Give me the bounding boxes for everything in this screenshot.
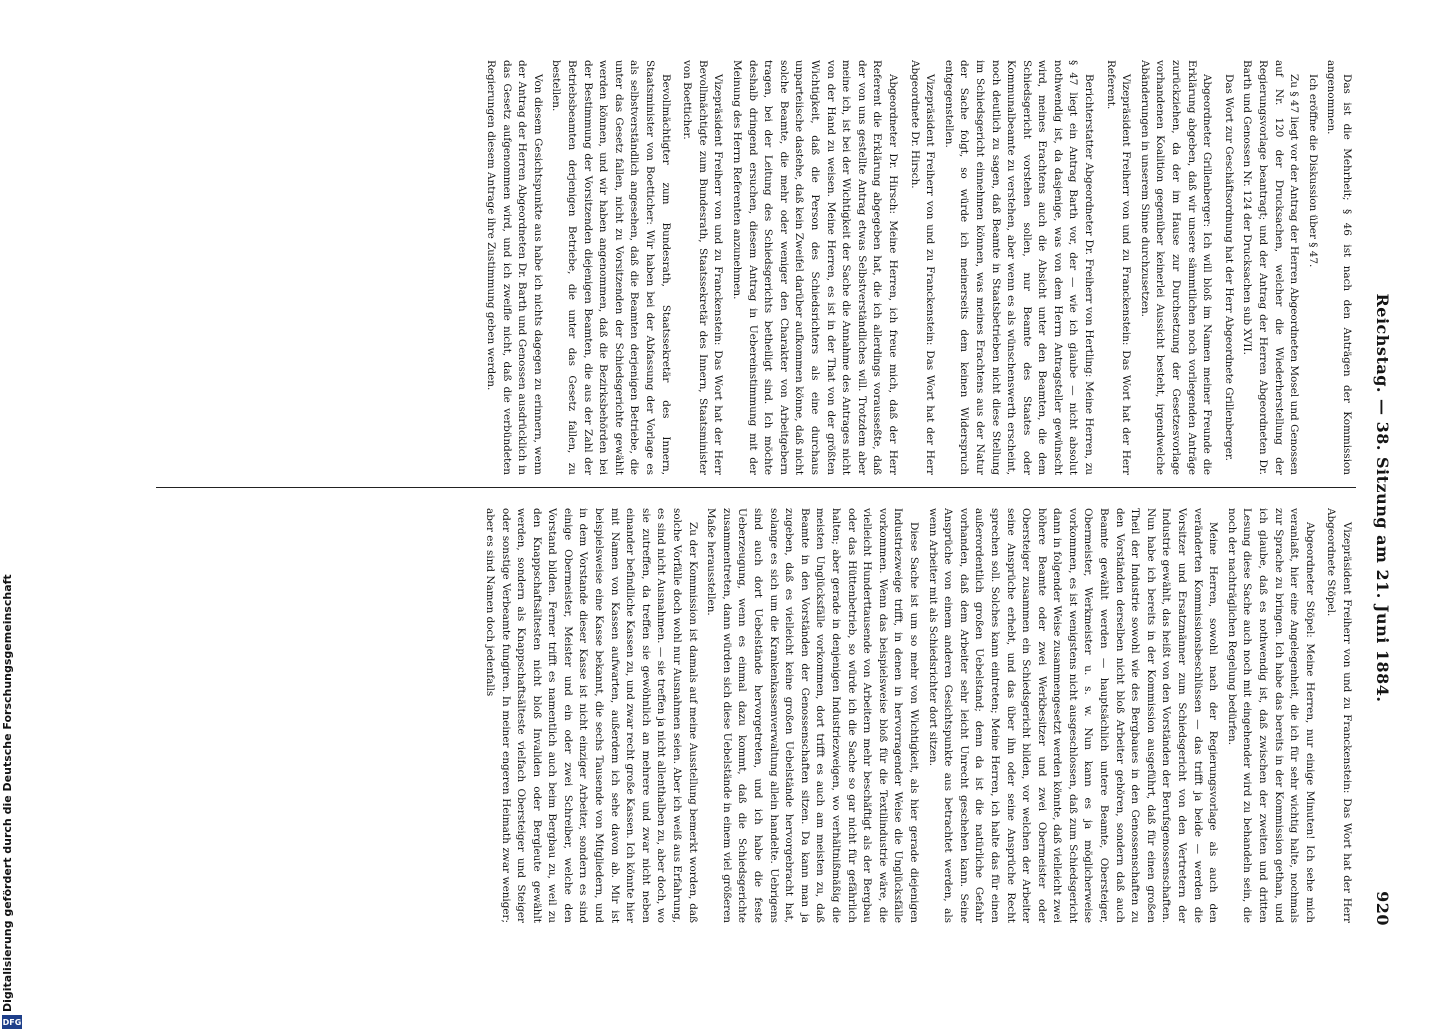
- page-header: [1358, 58, 1392, 938]
- footer-credit: Digitalisierung gefördert durch die Deutsche Forschungsgemeinschaft: [1, 574, 14, 1012]
- right-column: [144, 508, 1354, 923]
- speaker-paragraph: Berichterstatter Abgeordneter Dr. Freiherr von Hertling: Meine Herren, zu § 47 liegt ein Antrag Barth vor, der — wie ich glaube — nicht absolut nothwendig ist, da dasjenige, was von dem Herrn Antragsteller gewünscht wird, meines Erachtens auch die Absicht unter den Beamten, die dem Schiedsgericht vorstehen sollen, nur Beamte des Staates oder Kommunalbeamte zu verstehen, aber wenn es als wünschenswerth erscheint, noch deutlich zu sagen, daß Beamte in Staatsbetrieben nicht diese Stellung im Schiedsgericht einnehmen können, was meines Erachtens aus der Natur der Sache folgt, so würde ich meinerseits dem keinen Widerspruch entgegenstellen.: [942, 60, 1096, 475]
- paragraph: Zu § 47 liegt vor der Antrag der Herren Abgeordneten Mosel und Genossen auf Nr. 120 der Drucksachen, welcher die Wiederherstellung der Regierungsvorlage beantragt; und der Antrag der Herren Abgeordneten Dr. Barth und Genossen Nr. 124 der Drucksachen sub XVII.: [1241, 60, 1301, 475]
- paragraph: Das Wort zur Geschäftsordnung hat der Herr Abgeordnete Grillenberger.: [1222, 74, 1235, 461]
- left-column: [144, 60, 1354, 475]
- speaker-paragraph: Abgeordneter Dr. Hirsch: Meine Herren, ich freue mich, daß der Herr Referent die Erklärung abgegeben hat, die ich allerdings vorausseßte, daß der von uns gestellte Antrag etwas Selbstverständliches will. Trotzdem aber meine ich, ist bei der Wichtigkeit der Sache die Annahme des Antrages nicht von der Hand zu weisen. Meine Herren, es ist in der That von der größten Wichtigkeit, daß die Person des Schiedsrichters als eine durchaus unparteiische dastehe, daß kein Zweifel darüber aufkommen könne, daß nicht solche Beamte, die mehr oder weniger den Charakter von Arbeitgebern tragen, bei der Leitung des Schiedsgerichts betheiligt sind. Ich möchte deshalb dringend ersuchen, diesem Antrag in Uebereinstimmung mit der Meinung des Herrn Referenten anzunehmen.: [731, 60, 899, 475]
- paragraph: Von diesem Gesichtspunkte aus habe ich nichts dagegen zu erinnern, wenn der Antrag der Herren Abgeordneten Dr. Barth und Genossen ausdrücklich in das Gesetz aufgenommen wird, und ich zweifle nicht, daß die verbündeten Regierungen diesem Antrage ihre Zustimmung geben werden.: [485, 60, 544, 475]
- paragraph: Ich eröffne die Diskussion über § 47.: [1306, 74, 1319, 268]
- speaker-paragraph: Bevollmächtigter zum Bundesrath, Staatssekretär des Innern, Staatsminister von Boetticher: Wir haben bei der Abfassung der Vorlage es als selbstverständlich angesehen, daß die Beamten derjenigen Betriebe, die unter das Gesetz fallen, nicht zu Vorsitzenden der Schiedsgerichte gewählt werden können, und wir haben angenommen, daß die Bezirksbehörden bei der Bestimmung der Vorsitzenden diejenigen Beamten, die aus der Zahl der Betriebsbeamten derjenigen Betriebe, die unter das Gesetz fallen, zu bestellen.: [550, 60, 672, 475]
- page-number: 920: [1373, 891, 1392, 926]
- column-divider: [156, 487, 1356, 488]
- speaker-paragraph: Abgeordneter Stöpel: Meine Herren, nur einige Minuten! Ich sehe mich veranlaßt, hier eine Angelegenheit, die ich für sehr wichtig halte, nochmals zur Sprache zu bringen. Ich habe das bereits in der Kommission gethan, und ich glaube, daß es nothwendig ist, daß zwischen der zweiten und dritten Lesung diese Sache auch noch mit eingehender wird zu behandeln sein, die noch der nachträglichen Regelung bedürfen.: [1225, 508, 1316, 923]
- paragraph: Meine Herren, sowohl nach der Regierungsvorlage als auch den veränderten Kommissionsbeschlüssen — das trifft ja beide — werden die Vorsitzer und Ersatzmänner zum Schiedsgericht von den Vertretern der Industrie gewählt, das heißt von den Vorständen der Berufsgenossenschaften. Nun habe ich bereits in der Kommission ausgeführt, daß für einen großen Theil der Industrie sowohl wie des Bergbaues in den Genossenschaften zu den Vorständen derselben nicht bloß Arbeiter gehören, sondern daß auch Beamte gewählt werden — hauptsächlich untere Beamte, Obersteiger, Obermeister, Werkmeister u. s. w. Nun kann es ja möglicherweise vorkommen, es ist wenigstens nicht ausgeschlossen, daß zum Schiedsgericht dann in folgender Weise zusammengesetzt werden könnte, daß vielleicht zwei höhere Beamte oder zwei Werkbesitzer und zwei Obermeister oder Obersteiger zusammen ein Schiedsgericht bilden, vor welchen der Arbeiter seine Ansprüche erhebt, und das über ihn oder seine Ansprüche Recht sprechen soll. Solches kann eintreten; Meine Herren, ich halte das für einen außerordentlich großen Uebelstand; denn da ist die natürliche Gefahr vorhanden, daß dem Arbeiter sehr leicht Unrecht geschehen kann. Seine Ansprüche von einem anderen Gesichtspunkte aus betrachtet werden, als wenn Arbeiter mit als Schiedsrichter dort sitzen.: [926, 508, 1220, 923]
- paragraph: Vizepräsident Freiherr von und zu Franckenstein: Das Wort hat der Herr Abgeordnete Stöpel.: [1325, 508, 1353, 923]
- dfg-logo: DFG: [2, 1015, 22, 1029]
- paragraph: Zu der Kommission ist damals auf meine Ausstellung bemerkt worden, daß solche Vorfälle doch wohl nur Ausnahmen seien. Aber ich weiß aus Erfahrung, es sind nicht Ausnahmen. — sie treffen ja nicht allenthalben zu, aber doch, wo sie zutreffen, da treffen sie gewöhnlich an mehrere und zwar nicht neben einander befindliche Kassen zu, und zwar recht große Kassen. Ich könnte hier mit Namen von Kassen aufwarten, außerdem ich sehe davon ab. Mir ist beispielsweise eine Kasse bekannt, die sechs Tausende von Mitgliedern, und in dem Vorstande dieser Kasse ist nicht einziger Arbeiter, sondern es sind einige Obermeister, Meister und ein oder zwei Schreiber, welche den Vorstand bilden. Ferner trifft es namentlich auch beim Bergbau zu, weil zu den Knappschaftsältesten nicht bloß Invaliden oder Bergleute gewählt werden, sondern als Knappschaftsälteste vielfach Obersteiger und Steiger oder sonstige Verbeamte fungiren. In meiner engeren Heimath zwar weniger; aber es sind Namen doch jedenfalls: [483, 508, 699, 923]
- paragraph: Vizepräsident Freiherr von und zu Franckenstein: Das Wort hat der Herr Abgeordnete Dr. Hirsch.: [908, 60, 937, 475]
- paragraph: Das ist die Mehrheit; § 46 ist nach den Anträgen der Kommission angenommen.: [1325, 60, 1353, 475]
- paragraph: Diese Sache ist um so mehr von Wichtigkeit, als hier gerade diejenigen Industriezweige trifft, in denen in hervorragender Weise die Unglücksfälle vorkommen. Wenn das beispielsweise bloß für die Textilindustrie wäre, die vielleicht Hunderttausende von Arbeitern mehr beschäftigt als der Bergbau oder das Hüttenbetrieb, so würde ich die Sache so gar nicht für gefährlich halten; aber gerade in denjenigen Industriezweigen, wo verhältnißmäßig die meisten Unglücksfälle vorkommen, dort trifft es auch am meisten zu, daß Beamte in den Vorständen der Genossenschaften sitzen. Da kann man ja zugeben, daß es vielleicht keine großen Uebelstände hervorgebracht hat, solange es sich um die Krankenkassenverwaltung allein handelte. Uebrigens sind auch dort Uebelstände hervorgetreten, und ich habe die feste Ueberzeugung, wenn es einmal dazu kommt, daß die Schiedsgerichte zusammentreten, dann würden sich diese Uebelstände in einem viel größeren Maße herausstellen.: [705, 508, 920, 923]
- digitization-footer: [0, 40, 28, 1027]
- speaker-paragraph: Abgeordneter Grillenberger: Ich will bloß im Namen meiner Freunde die Erklärung abgeben, daß wir unsere sämmtlichen noch vorliegenden Anträge zurückziehen, da der im Hause zur Durchsetzung der Gesetzesvorlage vorhandenen Koalition gegenüber keinerlei Aussicht besteht, irgendwelche Abänderungen in unserem Sinne durchzusetzen.: [1138, 60, 1214, 475]
- page-heading: Reichstag. — 38. Sitzung am 21. Juni 1884.: [1373, 293, 1392, 703]
- paragraph: Vizepräsident Freiherr von und zu Franckenstein: Das Wort hat der Herr Bevollmächtigte zum Bundesrath, Staatssekretär des Innern, Staatsminister von Boetticher.: [681, 60, 725, 475]
- paragraph: Vizepräsident Freiherr von und zu Franckenstein: Das Wort hat der Herr Referent.: [1104, 60, 1133, 475]
- rotated-scanned-page: [120, 40, 1400, 960]
